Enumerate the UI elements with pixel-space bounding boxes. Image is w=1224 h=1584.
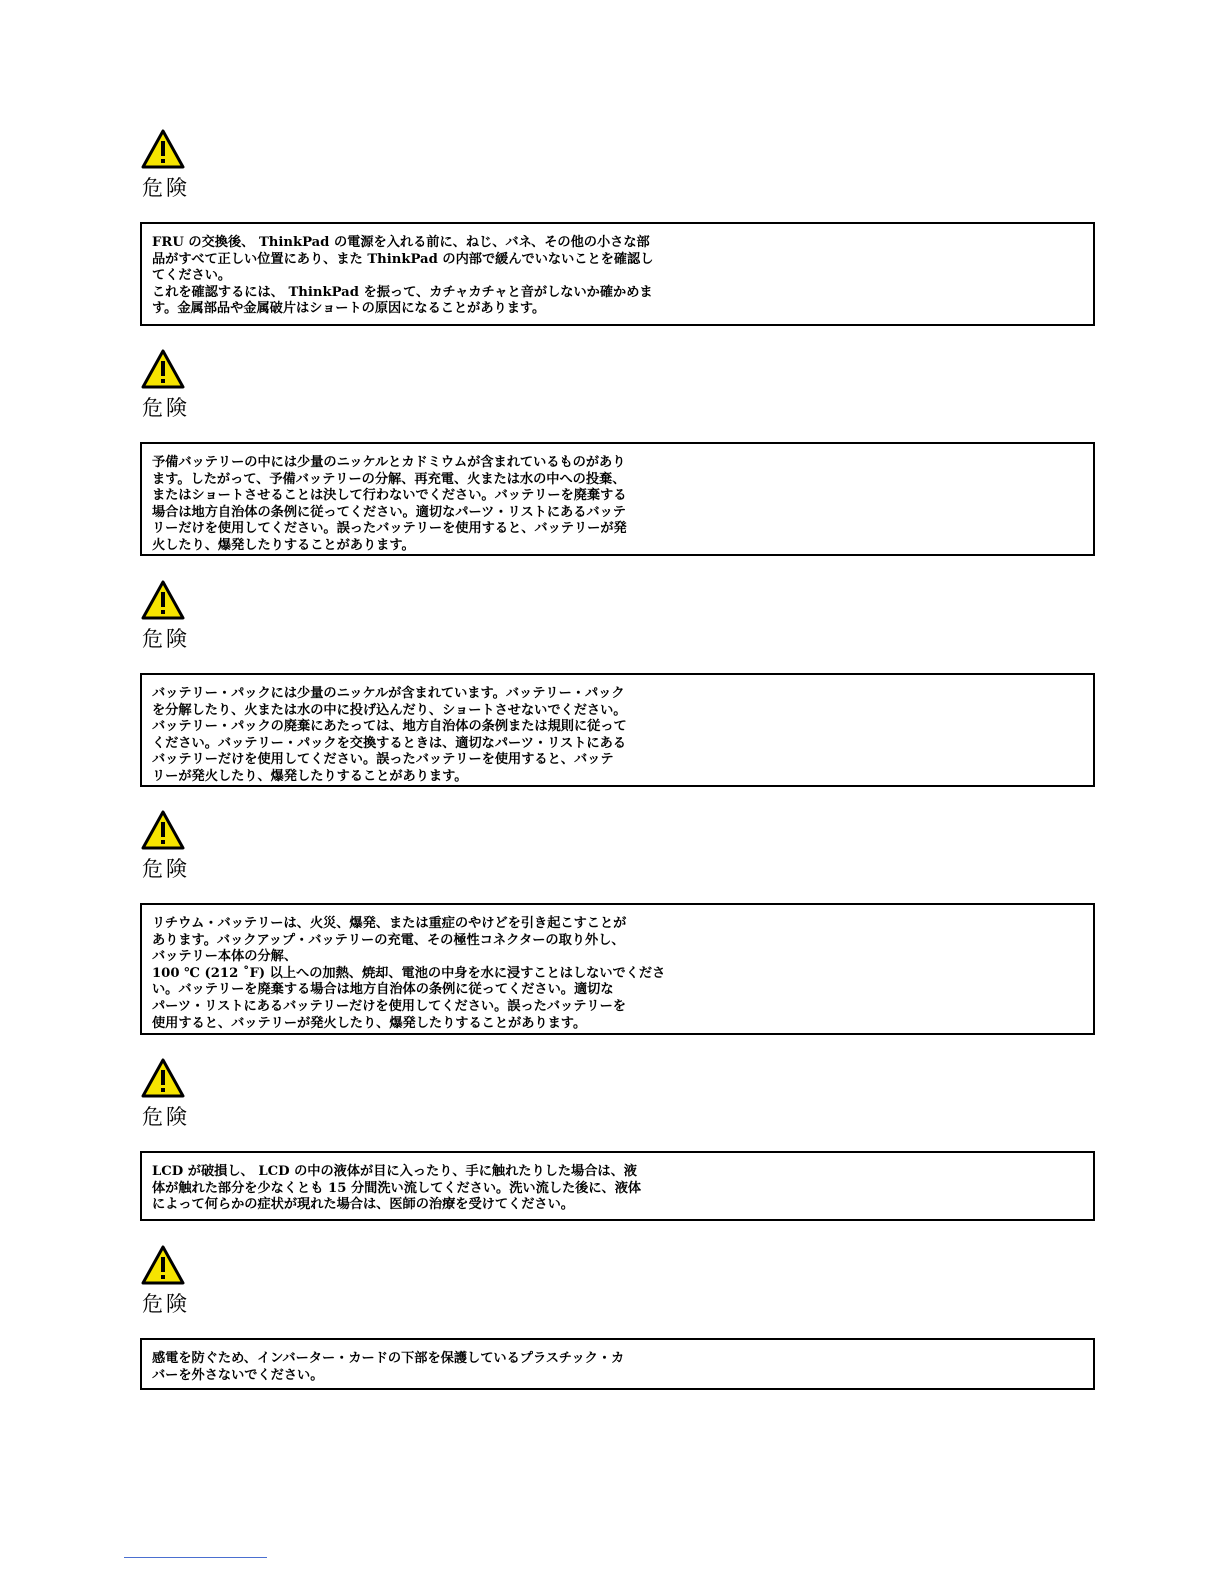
danger-heading: 危険 bbox=[142, 1292, 190, 1316]
warning-triangle-icon bbox=[140, 809, 186, 851]
notice-box bbox=[140, 903, 1095, 1035]
notice-text: 感電を防ぐため、インバーター・カードの下部を保護しているプラスチック・カ バーを外さないでください。 bbox=[152, 1351, 625, 1383]
footer-divider bbox=[124, 1557, 267, 1558]
warning-triangle-icon bbox=[140, 579, 186, 621]
warning-triangle-icon bbox=[140, 348, 186, 390]
danger-heading: 危険 bbox=[142, 1105, 190, 1129]
danger-heading: 危険 bbox=[142, 176, 190, 200]
danger-heading: 危険 bbox=[142, 857, 190, 881]
notice-box bbox=[140, 222, 1095, 326]
danger-heading: 危険 bbox=[142, 627, 190, 651]
danger-heading: 危険 bbox=[142, 396, 190, 420]
warning-triangle-icon bbox=[140, 1244, 186, 1286]
notice-text: バッテリー・パックには少量のニッケルが含まれています。バッテリー・パック を分解したり、火または水の中に投げ込んだり、ショートさせないでください。 バッテリー・パックの廃棄にあたっては、地方自治体の条例または規則に従って ください。バッテリー・パックを交換するときは、適切なパーツ・リストにある バッテリーだけを使用してください。誤ったバッテリーを使用すると、バッテ リーが発火したり、爆発したりすることがあります。 bbox=[152, 686, 627, 784]
notice-box bbox=[140, 673, 1095, 787]
notice-text: リチウム・バッテリーは、火災、爆発、または重症のやけどを引き起こすことが あります。バックアップ・バッテリーの充電、その極性コネクターの取り外し、 バッテリー本体の分解、 100 ℃ (212 ˚F) 以上への加熱、焼却、電池の中身を水に浸すことはしないでくださ い。バッテリーを廃棄する場合は地方自治体の条例に従ってください。適切な パーツ・リストにあるバッテリーだけを使用してください。誤ったバッテリーを 使用すると、バッテリーが発火したり、爆発したりすることがあります。 bbox=[152, 916, 666, 1031]
notice-box bbox=[140, 442, 1095, 556]
warning-triangle-icon bbox=[140, 128, 186, 170]
notice-text: FRU の交換後、 ThinkPad の電源を入れる前に、ねじ、バネ、その他の小さな部 品がすべて正しい位置にあり、また ThinkPad の内部で緩んでいないことを確認し てください。 これを確認するには、 ThinkPad を振って、カチャカチャと音がしないか確かめま す。金属部品や金属破片はショートの原因になることがあります。 bbox=[152, 235, 654, 317]
notice-text: LCD が破損し、 LCD の中の液体が目に入ったり、手に触れたりした場合は、液 体が触れた部分を少なくとも 15 分間洗い流してください。洗い流した後に、液体 によって何らかの症状が現れた場合は、医師の治療を受けてください。 bbox=[152, 1164, 642, 1213]
notice-box bbox=[140, 1151, 1095, 1221]
notice-box bbox=[140, 1338, 1095, 1390]
warning-triangle-icon bbox=[140, 1057, 186, 1099]
notice-text: 予備バッテリーの中には少量のニッケルとカドミウムが含まれているものがあり ます。したがって、予備バッテリーの分解、再充電、火または水の中への投棄、 またはショートさせることは決して行わないでください。バッテリーを廃棄する 場合は地方自治体の条例に従ってください。適切なパーツ・リストにあるバッテ リーだけを使用してください。誤ったバッテリーを使用すると、バッテリーが発 火したり、爆発したりすることがあります。 bbox=[152, 455, 627, 553]
